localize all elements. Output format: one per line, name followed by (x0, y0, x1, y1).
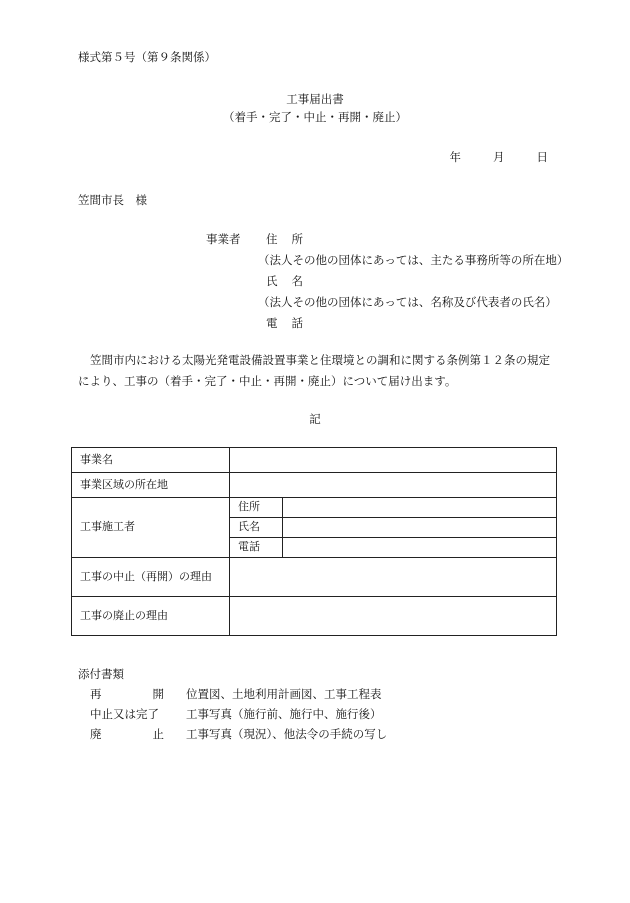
ki-heading: 記 (309, 412, 321, 426)
date-month-label: 月 (493, 150, 505, 164)
applicant-name-note: （法人その他の団体にあっては、名称及び代表者の氏名） (258, 295, 557, 309)
attachment-item-resume: 再 開 位置図、土地利用計画図、工事工程表 (90, 687, 382, 701)
applicant-phone-label: 電 話 (266, 316, 303, 330)
applicant-address-label: 住 所 (266, 232, 303, 246)
contractor-address-field[interactable] (283, 498, 557, 518)
contractor-address-label: 住所 (230, 498, 283, 518)
applicant-block (258, 232, 568, 337)
table-row (72, 558, 557, 597)
attachment-item-abolish: 廃 止 工事写真（現況）、他法令の手続の写し (90, 727, 388, 741)
date-line (450, 150, 549, 165)
details-table (71, 447, 557, 636)
document-subtitle: （着手・完了・中止・再開・廃止） (223, 110, 407, 124)
project-name-field[interactable] (230, 448, 557, 473)
date-day-label: 日 (536, 150, 548, 164)
project-location-field[interactable] (230, 473, 557, 498)
abolish-reason-label: 工事の廃止の理由 (72, 597, 230, 636)
attachment-item-suspend-complete: 中止又は完了 工事写真（施行前、施行中、施行後） (90, 707, 382, 721)
date-year-label: 年 (449, 150, 461, 164)
contractor-phone-label: 電話 (230, 538, 283, 558)
notice-body: 笠間市内における太陽光発電設備設置事業と住環境との調和に関する条例第１２条の規定により、工事の（着手・完了・中止・再開・廃止）について届け出ます。 (78, 353, 550, 388)
abolish-reason-field[interactable] (230, 597, 557, 636)
contractor-name-label: 氏名 (230, 518, 283, 538)
addressee: 笠間市長 様 (78, 193, 147, 207)
contractor-phone-field[interactable] (283, 538, 557, 558)
suspend-reason-label: 工事の中止（再開）の理由 (72, 558, 230, 597)
suspend-reason-field[interactable] (230, 558, 557, 597)
applicant-name-label: 氏 名 (266, 274, 303, 288)
table-row (72, 498, 557, 518)
document-title: 工事届出書 (286, 92, 344, 106)
project-location-label: 事業区域の所在地 (72, 473, 230, 498)
table-row (72, 473, 557, 498)
table-row (72, 448, 557, 473)
applicant-label: 事業者 (206, 232, 241, 246)
attachments-title: 添付書類 (78, 667, 124, 681)
table-row (72, 597, 557, 636)
form-number: 様式第５号（第９条関係） (78, 50, 216, 64)
contractor-name-field[interactable] (283, 518, 557, 538)
project-name-label: 事業名 (72, 448, 230, 473)
applicant-address-note: （法人その他の団体にあっては、主たる事務所等の所在地） (258, 253, 569, 267)
contractor-label: 工事施工者 (72, 498, 230, 558)
